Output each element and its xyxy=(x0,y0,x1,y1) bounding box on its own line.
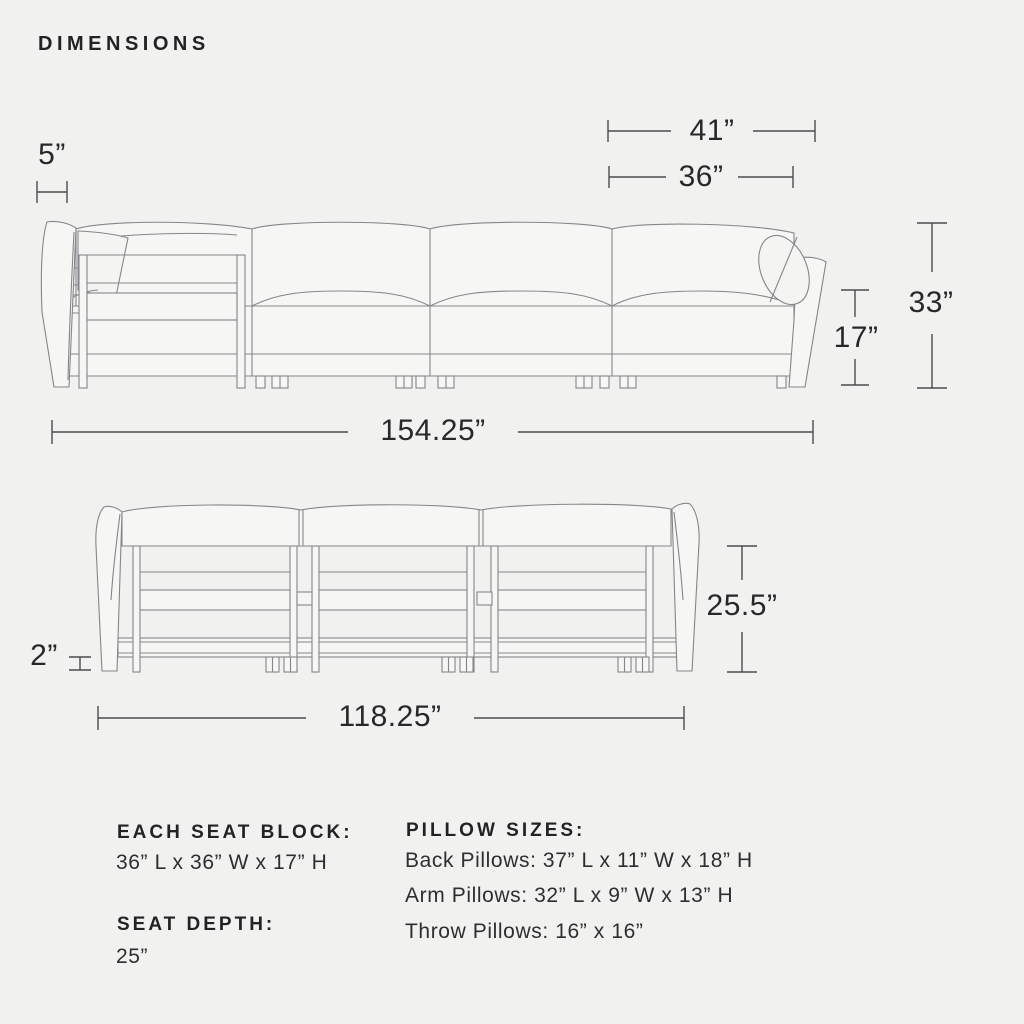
dim-label-overall-height: 33” xyxy=(908,286,954,319)
dim-label-seat-width: 36” xyxy=(678,160,724,193)
pillow-arm-value: Arm Pillows: 32” L x 9” W x 13” H xyxy=(405,884,734,907)
dim-label-seat-height: 17” xyxy=(833,321,879,354)
front-legs xyxy=(256,376,786,388)
pillow-sizes-heading: PILLOW SIZES: xyxy=(406,820,586,841)
pillow-throw-value: Throw Pillows: 16” x 16” xyxy=(405,920,644,943)
front-view-drawing xyxy=(41,221,826,388)
seat-depth-heading: SEAT DEPTH: xyxy=(117,914,276,935)
seat-block-value: 36” L x 36” W x 17” H xyxy=(116,851,328,874)
dim-label-seat-with-arm-width: 41” xyxy=(689,114,735,147)
seat-depth-value: 25” xyxy=(116,945,149,968)
dim-label-frame-height: 25.5” xyxy=(706,589,778,622)
dim-label-leg-height: 2” xyxy=(30,639,58,672)
dim-label-back-length: 118.25” xyxy=(338,700,442,733)
back-view-drawing xyxy=(96,503,699,672)
dim-label-overall-length: 154.25” xyxy=(380,414,486,447)
seat-block-heading: EACH SEAT BLOCK: xyxy=(117,822,353,843)
back-legs xyxy=(266,657,649,672)
dim-label-arm-top-width: 5” xyxy=(38,138,66,171)
pillow-back-value: Back Pillows: 37” L x 11” W x 18” H xyxy=(405,849,753,872)
page-title: DIMENSIONS xyxy=(38,33,210,55)
